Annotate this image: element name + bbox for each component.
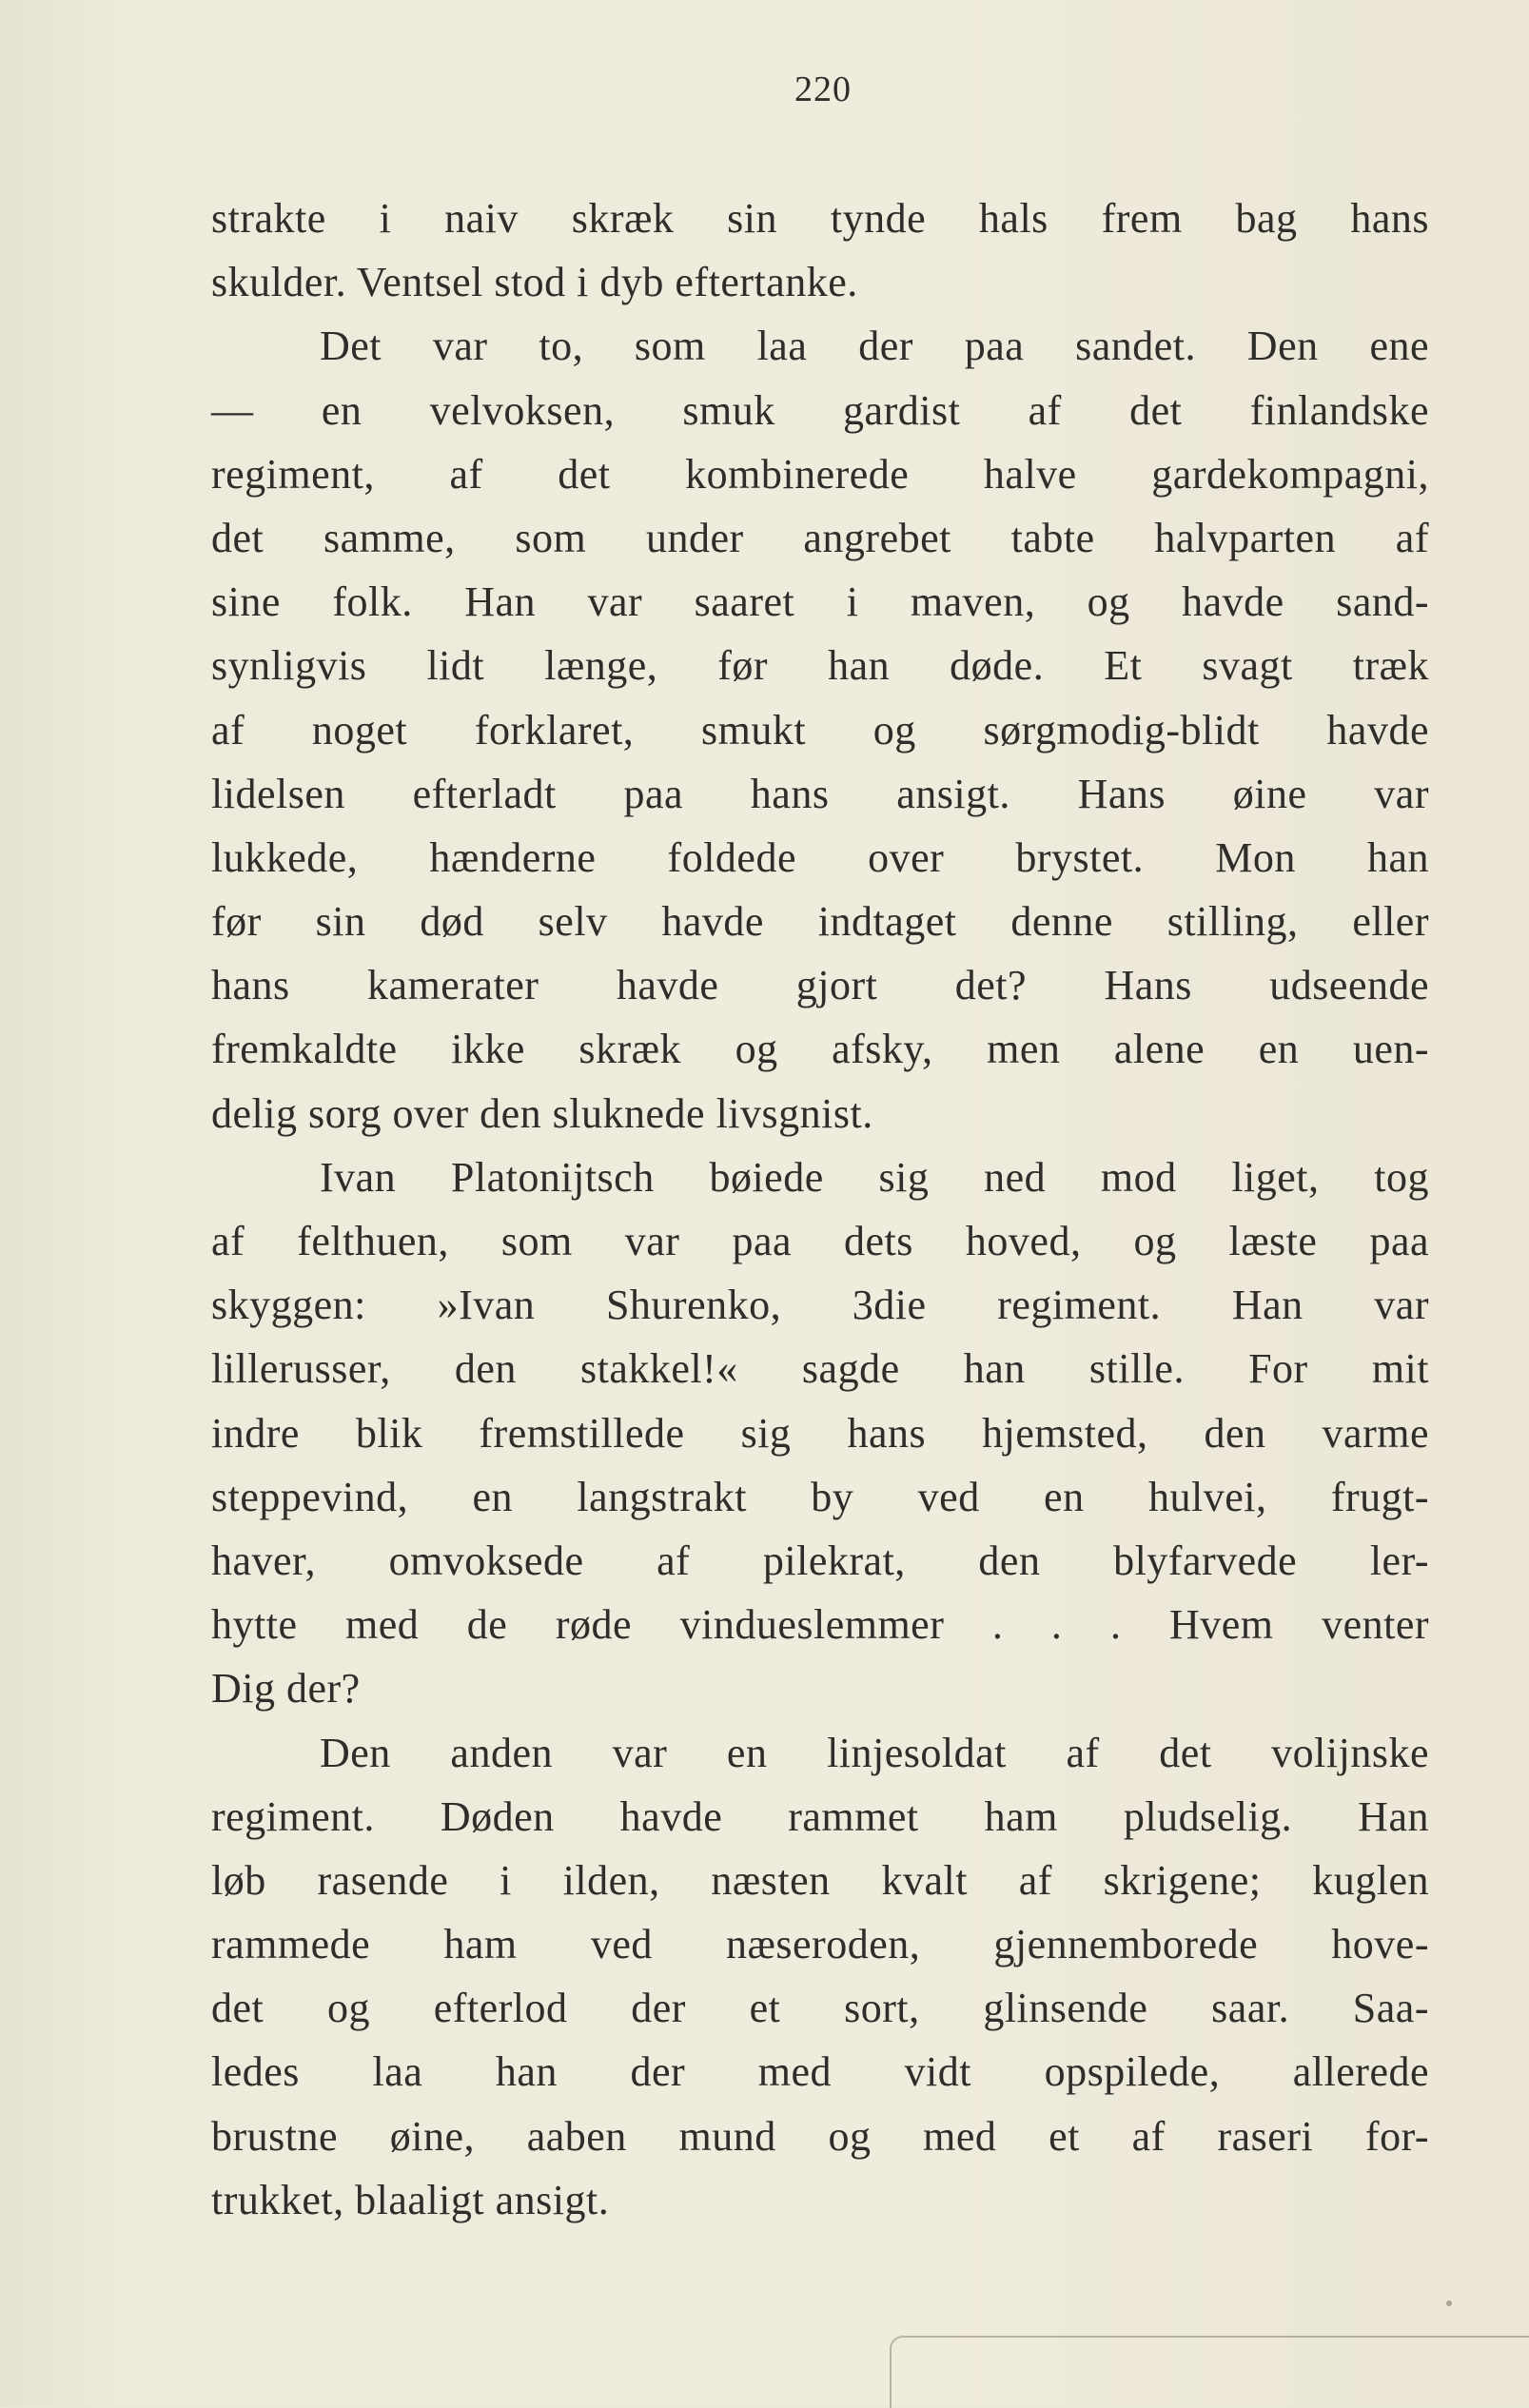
page-corner-mark	[890, 2336, 1529, 2408]
text-line: sine folk. Han var saaret i maven, og havde sand-	[211, 578, 1429, 626]
text-line: før sin død selv havde indtaget denne stilling, eller	[211, 898, 1429, 946]
text-line: hytte med de røde vindueslemmer . . . Hvem venter	[211, 1601, 1429, 1649]
text-line: Dig der?	[211, 1665, 361, 1713]
text-line: indre blik fremstillede sig hans hjemsted, den varme	[211, 1409, 1429, 1457]
text-line: brustne øine, aaben mund og med et af raseri for-	[211, 2112, 1429, 2160]
text-line: lukkede, hænderne foldede over brystet. Mon han	[211, 833, 1429, 881]
text-line: lidelsen efterladt paa hans ansigt. Hans øine var	[211, 770, 1429, 817]
text-line: Den anden var en linjesoldat af det volijnske	[320, 1729, 1429, 1776]
text-line: skulder. Ventsel stod i dyb eftertanke.	[211, 259, 858, 306]
text-line: skyggen: »Ivan Shurenko, 3die regiment. Han var	[211, 1282, 1429, 1329]
text-line: rammede ham ved næseroden, gjennemborede hove-	[211, 1921, 1429, 1968]
text-line: ledes laa han der med vidt opspilede, allerede	[211, 2048, 1429, 2096]
text-line: Det var to, som laa der paa sandet. Den ene	[320, 323, 1429, 370]
text-line: trukket, blaaligt ansigt.	[211, 2176, 610, 2223]
paper-speck	[1446, 2300, 1452, 2306]
page-number: 220	[794, 69, 852, 109]
text-line: regiment, af det kombinerede halve gardekompagni,	[211, 450, 1429, 498]
text-line: steppevind, en langstrakt by ved en hulvei, frugt-	[211, 1473, 1429, 1520]
text-line: fremkaldte ikke skræk og afsky, men alene en uen-	[211, 1026, 1429, 1073]
text-line: det samme, som under angrebet tabte halvparten af	[211, 514, 1429, 561]
text-line: lillerusser, den stakkel!« sagde han stille. For mit	[211, 1345, 1429, 1393]
text-line: — en velvoksen, smuk gardist af det finlandske	[211, 386, 1429, 434]
text-line: regiment. Døden havde rammet ham pludselig. Han	[211, 1792, 1429, 1840]
text-line: haver, omvoksede af pilekrat, den blyfarvede ler-	[211, 1537, 1429, 1584]
text-line: delig sorg over den sluknede livsgnist.	[211, 1089, 873, 1137]
text-line: hans kamerater havde gjort det? Hans udseende	[211, 962, 1429, 1009]
body-text	[211, 186, 1429, 2232]
text-line: Ivan Platonijtsch bøiede sig ned mod liget, tog	[320, 1153, 1429, 1201]
text-line: strakte i naiv skræk sin tynde hals frem bag hans	[211, 195, 1429, 242]
text-line: af noget forklaret, smukt og sørgmodig-blidt havde	[211, 706, 1429, 754]
text-line: synligvis lidt længe, før han døde. Et svagt træk	[211, 642, 1429, 690]
text-line: løb rasende i ilden, næsten kvalt af skrigene; kuglen	[211, 1856, 1429, 1904]
text-line: af felthuen, som var paa dets hoved, og læste paa	[211, 1218, 1429, 1264]
text-line: det og efterlod der et sort, glinsende saar. Saa-	[211, 1985, 1429, 2032]
